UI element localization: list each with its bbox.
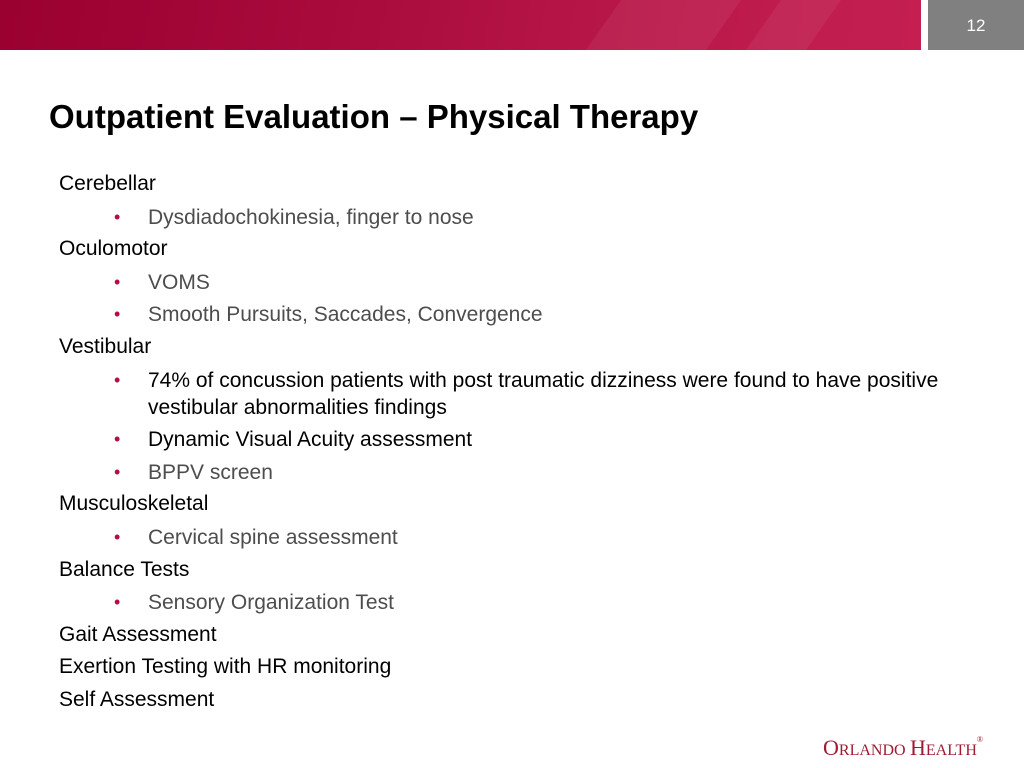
bullet-list (59, 586, 959, 619)
bullet-dot-icon: • (114, 526, 121, 547)
logo-word-health: HEALTH (910, 735, 977, 760)
header-bar (0, 0, 921, 50)
bullet-dot-icon: • (114, 206, 121, 227)
section-heading: Cerebellar (59, 172, 156, 195)
section-heading: Oculomotor (59, 237, 168, 261)
bullet-text: Dysdiadochokinesia, finger to nose (148, 205, 474, 229)
bullet-text: BPPV screen (148, 460, 273, 484)
bullet-dot-icon: • (114, 304, 121, 325)
slide-title: Outpatient Evaluation – Physical Therapy (49, 98, 699, 135)
section-heading: Musculoskeletal (59, 492, 209, 516)
bullet-item (59, 364, 959, 424)
section-heading: Self Assessment (59, 687, 215, 711)
bullet-dot-icon: • (114, 461, 121, 482)
header-bar-streak (725, 0, 855, 50)
bullet-text: Sensory Organization Test (148, 591, 394, 615)
bullet-list (59, 364, 959, 489)
registered-mark: ® (976, 735, 983, 744)
bullet-text: 74% of concussion patients with post traumatic dizziness were found to have positive vestibular abnormalities findings (148, 368, 939, 419)
bullet-dot-icon: • (114, 271, 121, 292)
bullet-text: VOMS (148, 270, 210, 294)
bullet-item (59, 586, 959, 619)
bullet-item (59, 423, 959, 456)
bullet-text: Cervical spine assessment (148, 525, 398, 549)
logo-word-orlando: ORLANDO (823, 735, 906, 760)
bullet-item (59, 201, 959, 234)
section-heading: Gait Assessment (59, 622, 217, 646)
bullet-item (59, 456, 959, 489)
bullet-dot-icon: • (114, 369, 121, 390)
bullet-list (59, 521, 959, 554)
section-heading: Balance Tests (59, 557, 190, 581)
bullet-dot-icon: • (114, 429, 121, 450)
header-bar-streak (565, 0, 755, 50)
bullet-item (59, 521, 959, 554)
bullet-dot-icon: • (114, 592, 121, 613)
bullet-list (59, 266, 959, 331)
section-heading: Vestibular (59, 334, 152, 358)
bullet-text: Smooth Pursuits, Saccades, Convergence (148, 303, 543, 327)
section-heading: Exertion Testing with HR monitoring (59, 655, 392, 679)
bullet-text: Dynamic Visual Acuity assessment (148, 428, 473, 452)
slide-content (59, 168, 959, 717)
bullet-item (59, 298, 959, 331)
page-number: 12 (966, 16, 986, 35)
bullet-item (59, 266, 959, 299)
bullet-list (59, 201, 959, 234)
orlando-health-logo (823, 735, 1013, 761)
